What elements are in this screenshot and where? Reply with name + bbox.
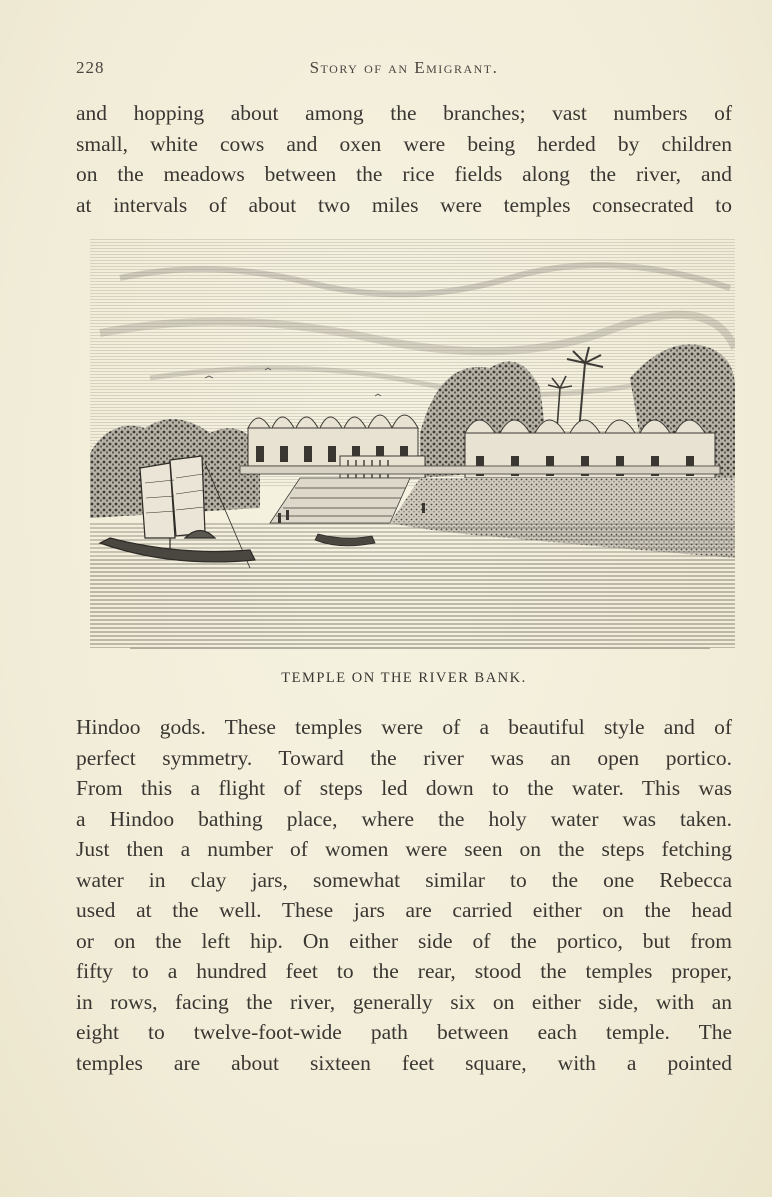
engraving-temple-river xyxy=(90,238,735,658)
paragraph-top xyxy=(76,98,732,220)
text-line: perfect symmetry. Toward the river was an open portico. xyxy=(76,745,732,770)
running-head xyxy=(76,58,732,82)
text-line: and hopping about among the branches; vast numbers of xyxy=(76,101,732,125)
text-line: a Hindoo bathing place, where the holy water was taken. xyxy=(76,806,732,831)
text-line: water in clay jars, somewhat similar to the one Rebecca xyxy=(76,867,732,892)
figure-caption: TEMPLE ON THE RIVER BANK. xyxy=(281,670,527,686)
text-line: on the meadows between the rice fields along the river, and xyxy=(76,162,732,186)
text-line: Just then a number of women were seen on the steps fetching xyxy=(76,837,732,861)
text-line: small, white cows and oxen were being herded by children xyxy=(76,131,732,156)
running-title: Story of an Emigrant. xyxy=(309,58,499,77)
text-line: or on the left hip. On either side of the portico, but from xyxy=(76,928,732,953)
text-line: Hindoo gods. These temples were of a beautiful style and of xyxy=(76,715,732,739)
text-line: fifty to a hundred feet to the rear, stood the temples proper, xyxy=(76,959,732,983)
text-line: used at the well. These jars are carried either on the head xyxy=(76,898,732,922)
text-line: in rows, facing the river, generally six on either side, with an xyxy=(76,989,732,1014)
paragraph-bottom xyxy=(76,712,732,1078)
text-line: eight to twelve-foot-wide path between each temple. The xyxy=(76,1020,732,1044)
text-line: temples are about sixteen feet square, with a pointed xyxy=(76,1050,732,1075)
page-number: 228 xyxy=(76,58,105,77)
text-line: at intervals of about two miles were temples consecrated to xyxy=(76,192,732,217)
text-line: From this a flight of steps led down to the water. This was xyxy=(76,776,732,800)
